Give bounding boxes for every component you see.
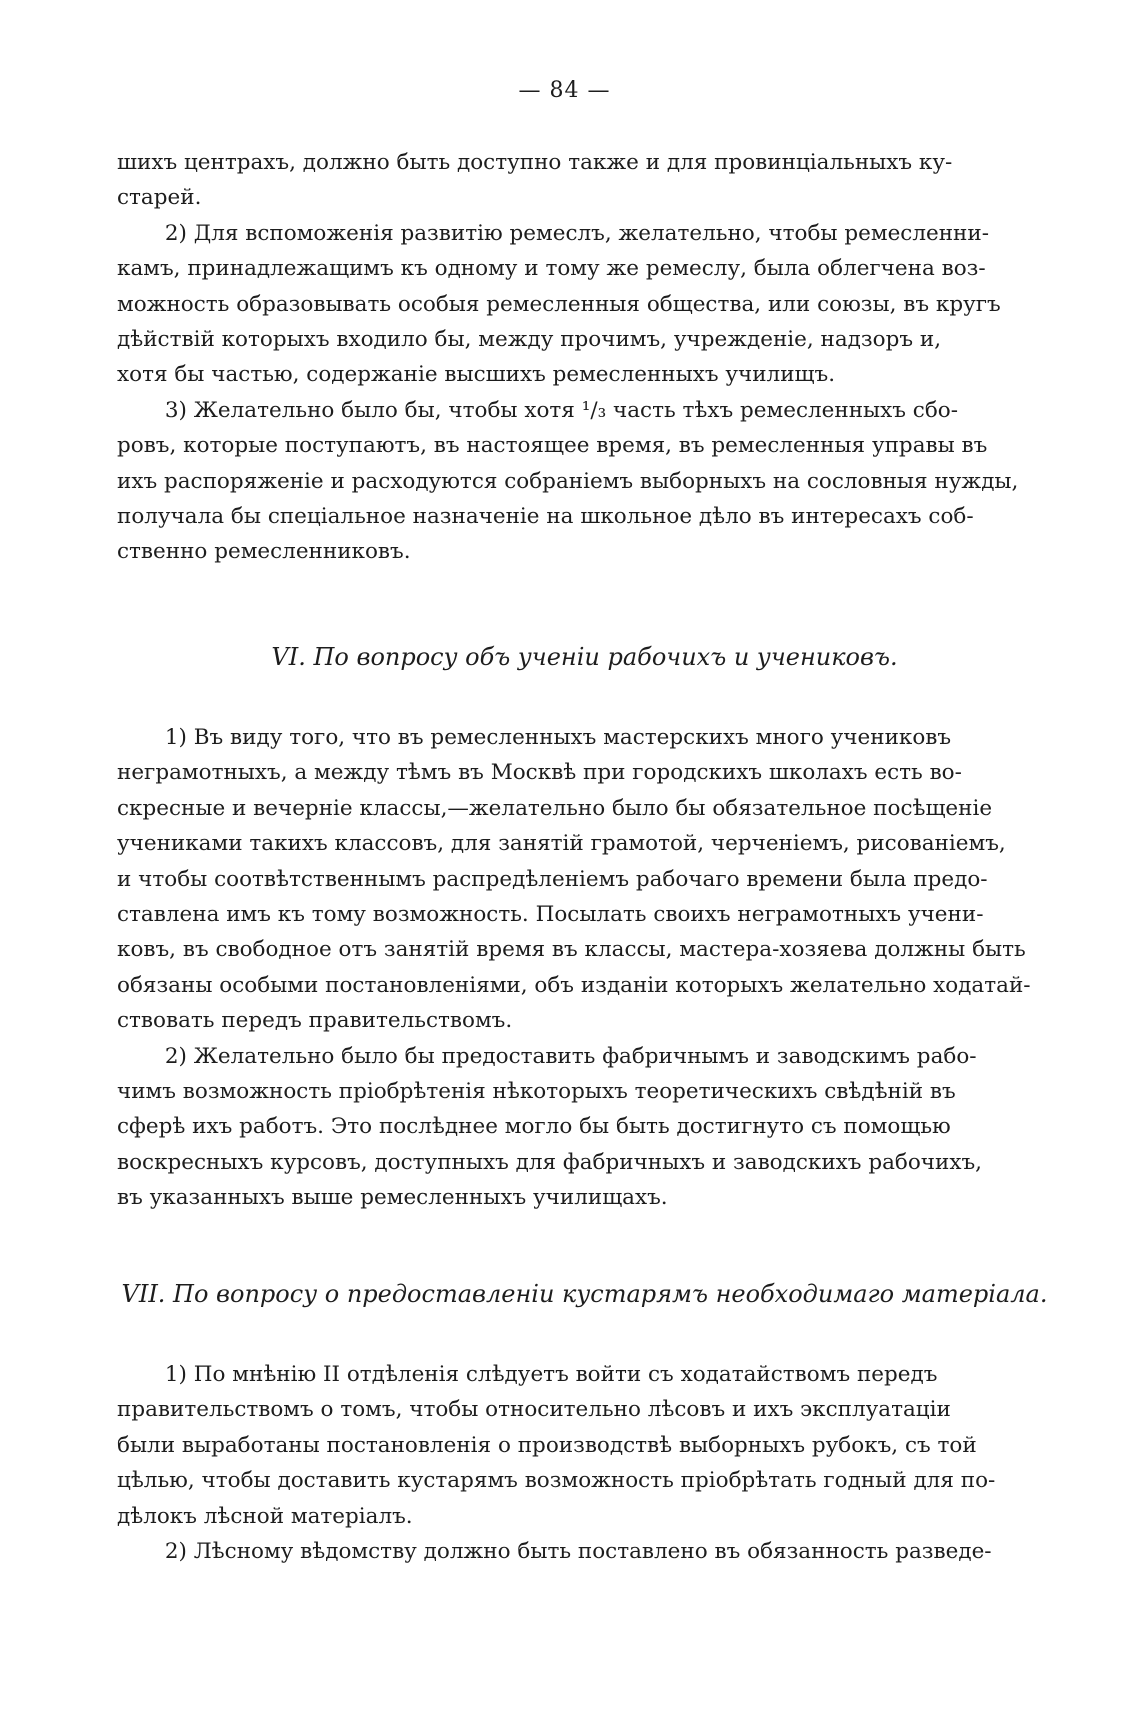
text-line: ихъ распоряженіе и расходуются собраніемъ выборныхъ на сословныя нужды, <box>117 468 1019 494</box>
text-line: правительствомъ о томъ, чтобы относительно лѣсовъ и ихъ эксплуатаціи <box>117 1397 951 1423</box>
text-line: воскресныхъ курсовъ, доступныхъ для фабричныхъ и заводскихъ рабочихъ, <box>117 1149 982 1175</box>
text-line: 1) Въ виду того, что въ ремесленныхъ мастерскихъ много учениковъ <box>117 725 952 750</box>
text-line: цѣлью, чтобы доставить кустарямъ возможность пріобрѣтать годный для по- <box>117 1468 996 1494</box>
text-line: 3) Желательно было бы, чтобы хотя ¹/₃ часть тѣхъ ремесленныхъ сбо- <box>117 397 958 423</box>
text-line: и чтобы соотвѣтственнымъ распредѣленіемъ рабочаго времени была предо- <box>117 866 988 892</box>
text-block-continuation <box>117 145 1052 570</box>
text-line: были выработаны постановленія о производствѣ выборныхъ рубокъ, съ той <box>117 1432 977 1458</box>
text-line: камъ, принадлежащимъ къ одному и тому же ремеслу, была облегчена воз- <box>117 256 986 282</box>
text-line: шихъ центрахъ, должно быть доступно также и для провинціальныхъ ку- <box>117 150 953 175</box>
section-heading-vii: VII. По вопросу о предоставленіи кустарямъ необходимаго матеріала. <box>121 1280 1048 1308</box>
text-line: неграмотныхъ, а между тѣмъ въ Москвѣ при городскихъ школахъ есть во- <box>117 760 962 786</box>
text-line: ровъ, которые поступаютъ, въ настоящее время, въ ремесленныя управы въ <box>117 433 988 459</box>
text-line: ставлена имъ къ тому возможность. Посылать своихъ неграмотныхъ учени- <box>117 902 984 928</box>
text-line: скресные и вечерніе классы,—желательно было бы обязательное посѣщеніе <box>117 795 993 821</box>
text-line: въ указанныхъ выше ремесленныхъ училищахъ. <box>117 1185 668 1211</box>
text-line: хотя бы частью, содержаніе высшихъ ремесленныхъ училищъ. <box>117 362 836 388</box>
text-block-section-vii <box>117 1357 1052 1569</box>
text-line: старей. <box>117 185 202 211</box>
text-line: 1) По мнѣнію II отдѣленія слѣдуетъ войти съ ходатайствомъ передъ <box>117 1362 938 1387</box>
text-line: дѣлокъ лѣсной матеріалъ. <box>117 1503 413 1529</box>
text-line: 2) Лѣсному вѣдомству должно быть поставлено въ обязанность разведе- <box>117 1539 992 1565</box>
text-line: дѣйствій которыхъ входило бы, между прочимъ, учрежденіе, надзоръ и, <box>117 327 942 353</box>
text-line: обязаны особыми постановленіями, объ изданіи которыхъ желательно ходатай- <box>117 972 1031 998</box>
text-line: 2) Желательно было бы предоставить фабричнымъ и заводскимъ рабо- <box>117 1043 977 1069</box>
text-block-section-vi <box>117 720 1052 1216</box>
text-line: ствовать передъ правительствомъ. <box>117 1008 513 1034</box>
text-line: ковъ, въ свободное отъ занятій время въ классы, мастера-хозяева должны быть <box>117 937 1026 963</box>
text-line: ственно ремесленниковъ. <box>117 539 411 565</box>
text-line: чимъ возможность пріобрѣтенія нѣкоторыхъ теоретическихъ свѣдѣній въ <box>117 1079 956 1105</box>
text-line: учениками такихъ классовъ, для занятій грамотой, черченіемъ, рисованіемъ, <box>117 831 1006 857</box>
text-line: можность образовывать особыя ремесленныя общества, или союзы, въ кругъ <box>117 291 1001 317</box>
text-line: сферѣ ихъ работъ. Это послѣднее могло бы быть достигнуто съ помощью <box>117 1114 951 1140</box>
section-heading-vi: VI. По вопросу объ ученіи рабочихъ и учениковъ. <box>271 643 898 671</box>
page-number: — 84 — <box>518 78 611 103</box>
text-line: получала бы спеціальное назначеніе на школьное дѣло въ интересахъ соб- <box>117 504 974 530</box>
text-line: 2) Для вспоможенія развитію ремеслъ, желательно, чтобы ремесленни- <box>117 220 989 246</box>
